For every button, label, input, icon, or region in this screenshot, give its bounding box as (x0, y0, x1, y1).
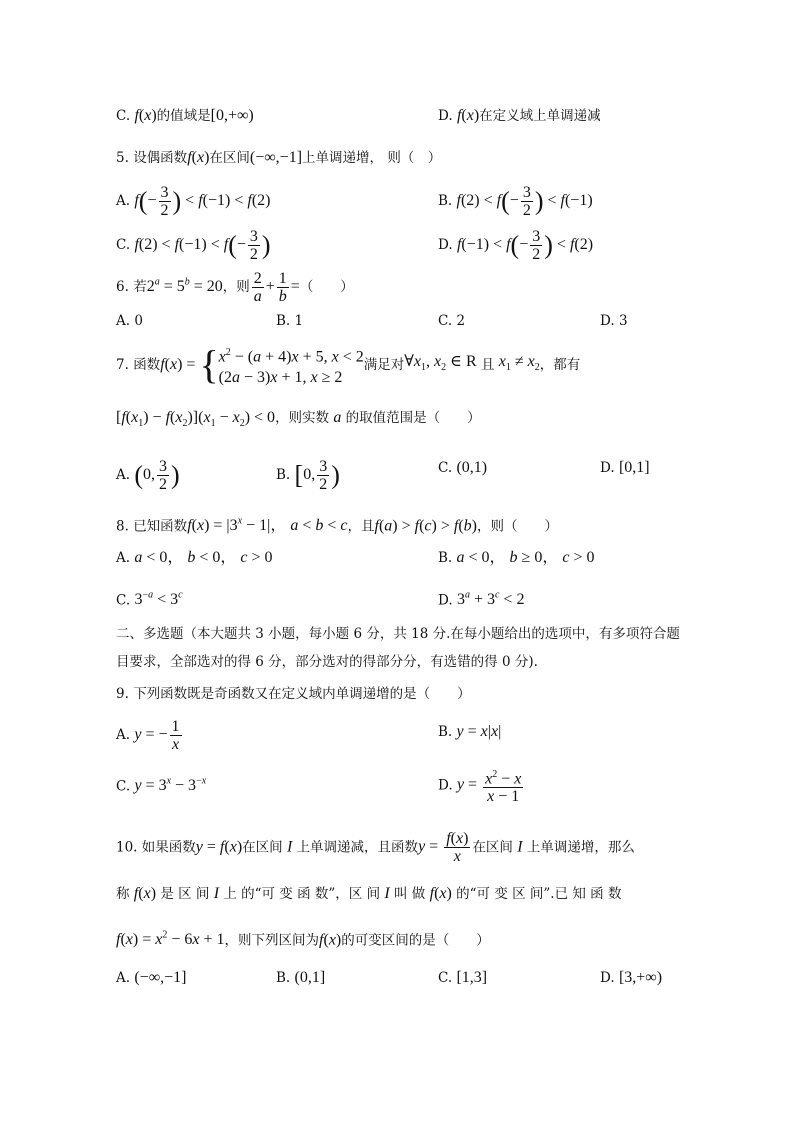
question-10-option-d[interactable]: D. [3,+∞) (600, 969, 663, 986)
question-9-option-b[interactable]: B. y = x|x| (438, 723, 502, 740)
question-6-stem: 6. 若$2^a = 5^b = 20$，则 $\frac{2}{a}$ + $\frac{1}{b}$ =（ ） (116, 270, 354, 305)
question-8-stem: 8. 已知函数$f(x) = |3^x - 1|$， a < b < c，且f(a) > f(c) > f(b)，则（ ） (116, 516, 558, 535)
piecewise-function: $x^2 - (a + 4)x + 5$, x < 2 (2a − 3)x + 1, x ≥ 2 (218, 347, 364, 387)
question-6-option-a[interactable]: A. 0 (116, 313, 143, 329)
question-9-option-d[interactable]: D. y = $\frac{x^2 - x}{x - 1}$ (438, 766, 525, 805)
question-8-option-a[interactable]: A. a < 0， b < 0， c > 0 (116, 549, 273, 566)
section-2-heading-line1: 二、多选题（本大题共 3 小题，每小题 6 分，共 18 分.在每小题给出的选项中，有多项符合题 (116, 626, 680, 642)
question-5-option-b[interactable]: B. f(2) < f(− $\frac{3}{2}$ ) < f(−1) (438, 184, 593, 219)
question-8-option-d[interactable]: D. $3^a + 3^c < 2$ (438, 590, 525, 609)
question-9-option-a[interactable]: A. y = − $\frac{1}{x}$ (116, 718, 180, 753)
question-7-line2: $[f(x_1) - f(x_2)](x_1 - x_2) < 0$，则实数 a 的取值范围是（ ） (116, 409, 481, 430)
question-5-option-d[interactable]: D. f(−1) < f(− $\frac{3}{2}$ ) < f(2) (438, 228, 594, 263)
question-8-option-b[interactable]: B. a < 0， b ≥ 0， c > 0 (438, 549, 595, 566)
prev-option-c: C. f(x)的值域是[0,+∞) (116, 107, 254, 124)
question-7-option-c[interactable]: C. (0,1) (438, 459, 488, 476)
question-5-option-a[interactable]: A. f(− $\frac{3}{2}$ ) < f(−1) < f(2) (116, 184, 271, 219)
prev-option-d: D. f(x)在定义域上单调递减 (438, 107, 601, 124)
question-6-option-b[interactable]: B. 1 (276, 313, 304, 329)
question-7-option-a[interactable]: A. (0, $\frac{3}{2}$ ) (116, 458, 180, 493)
question-7-option-d[interactable]: D. [0,1] (600, 459, 650, 476)
question-7-option-b[interactable]: B. [0, $\frac{3}{2}$ ) (276, 458, 340, 493)
question-8-option-c[interactable]: C. $3^{-a} < 3^c$ (116, 590, 183, 609)
question-10-option-c[interactable]: C. [1,3] (438, 969, 488, 986)
question-7-stem: 7. 函数f(x) = { $x^2 - (a + 4)x + 5$, x < 2 (2a − 3)x + 1, x ≥ 2 满足对$\forall x_1$, $x_2$ ∈ R 且 $x_1 \ne x_2$，都有 (116, 342, 581, 388)
question-10-line2: 称 f(x) 是 区 间 I 上 的“可 变 函 数”，区 间 I 叫 做 f(x) 的“可 变 区 间”.已 知 函 数 (116, 885, 622, 902)
section-2-heading-line2: 目要求，全部选对的得 6 分，部分选对的得部分分，有选错的得 0 分). (116, 654, 538, 670)
question-10-line1: 10. 如果函数y = f(x)在区间 I 上单调递减，且函数y = $\frac{f(x)}{x}$ 在区间 I 上单调递增，那么 (116, 830, 635, 865)
question-6-option-d[interactable]: D. 3 (600, 313, 628, 329)
question-10-line3: $f(x) = x^2 - 6x + 1$，则下列区间为f(x)的可变区间的是（ ） (116, 930, 490, 949)
question-5-stem: 5. 设偶函数f(x)在区间(−∞,−1]上单调递增， 则（ ） (116, 149, 442, 166)
question-9-option-c[interactable]: C. $y = 3^x - 3^{-x}$ (116, 776, 207, 795)
question-10-option-a[interactable]: A. (−∞,−1] (116, 969, 187, 986)
question-9-stem: 9. 下列函数既是奇函数又在定义域内单调递增的是（ ） (116, 686, 471, 702)
question-5-option-c[interactable]: C. f(2) < f(−1) < f(− $\frac{3}{2}$ ) (116, 228, 271, 263)
question-10-option-b[interactable]: B. (0,1] (276, 969, 326, 986)
question-6-option-c[interactable]: C. 2 (438, 313, 466, 329)
